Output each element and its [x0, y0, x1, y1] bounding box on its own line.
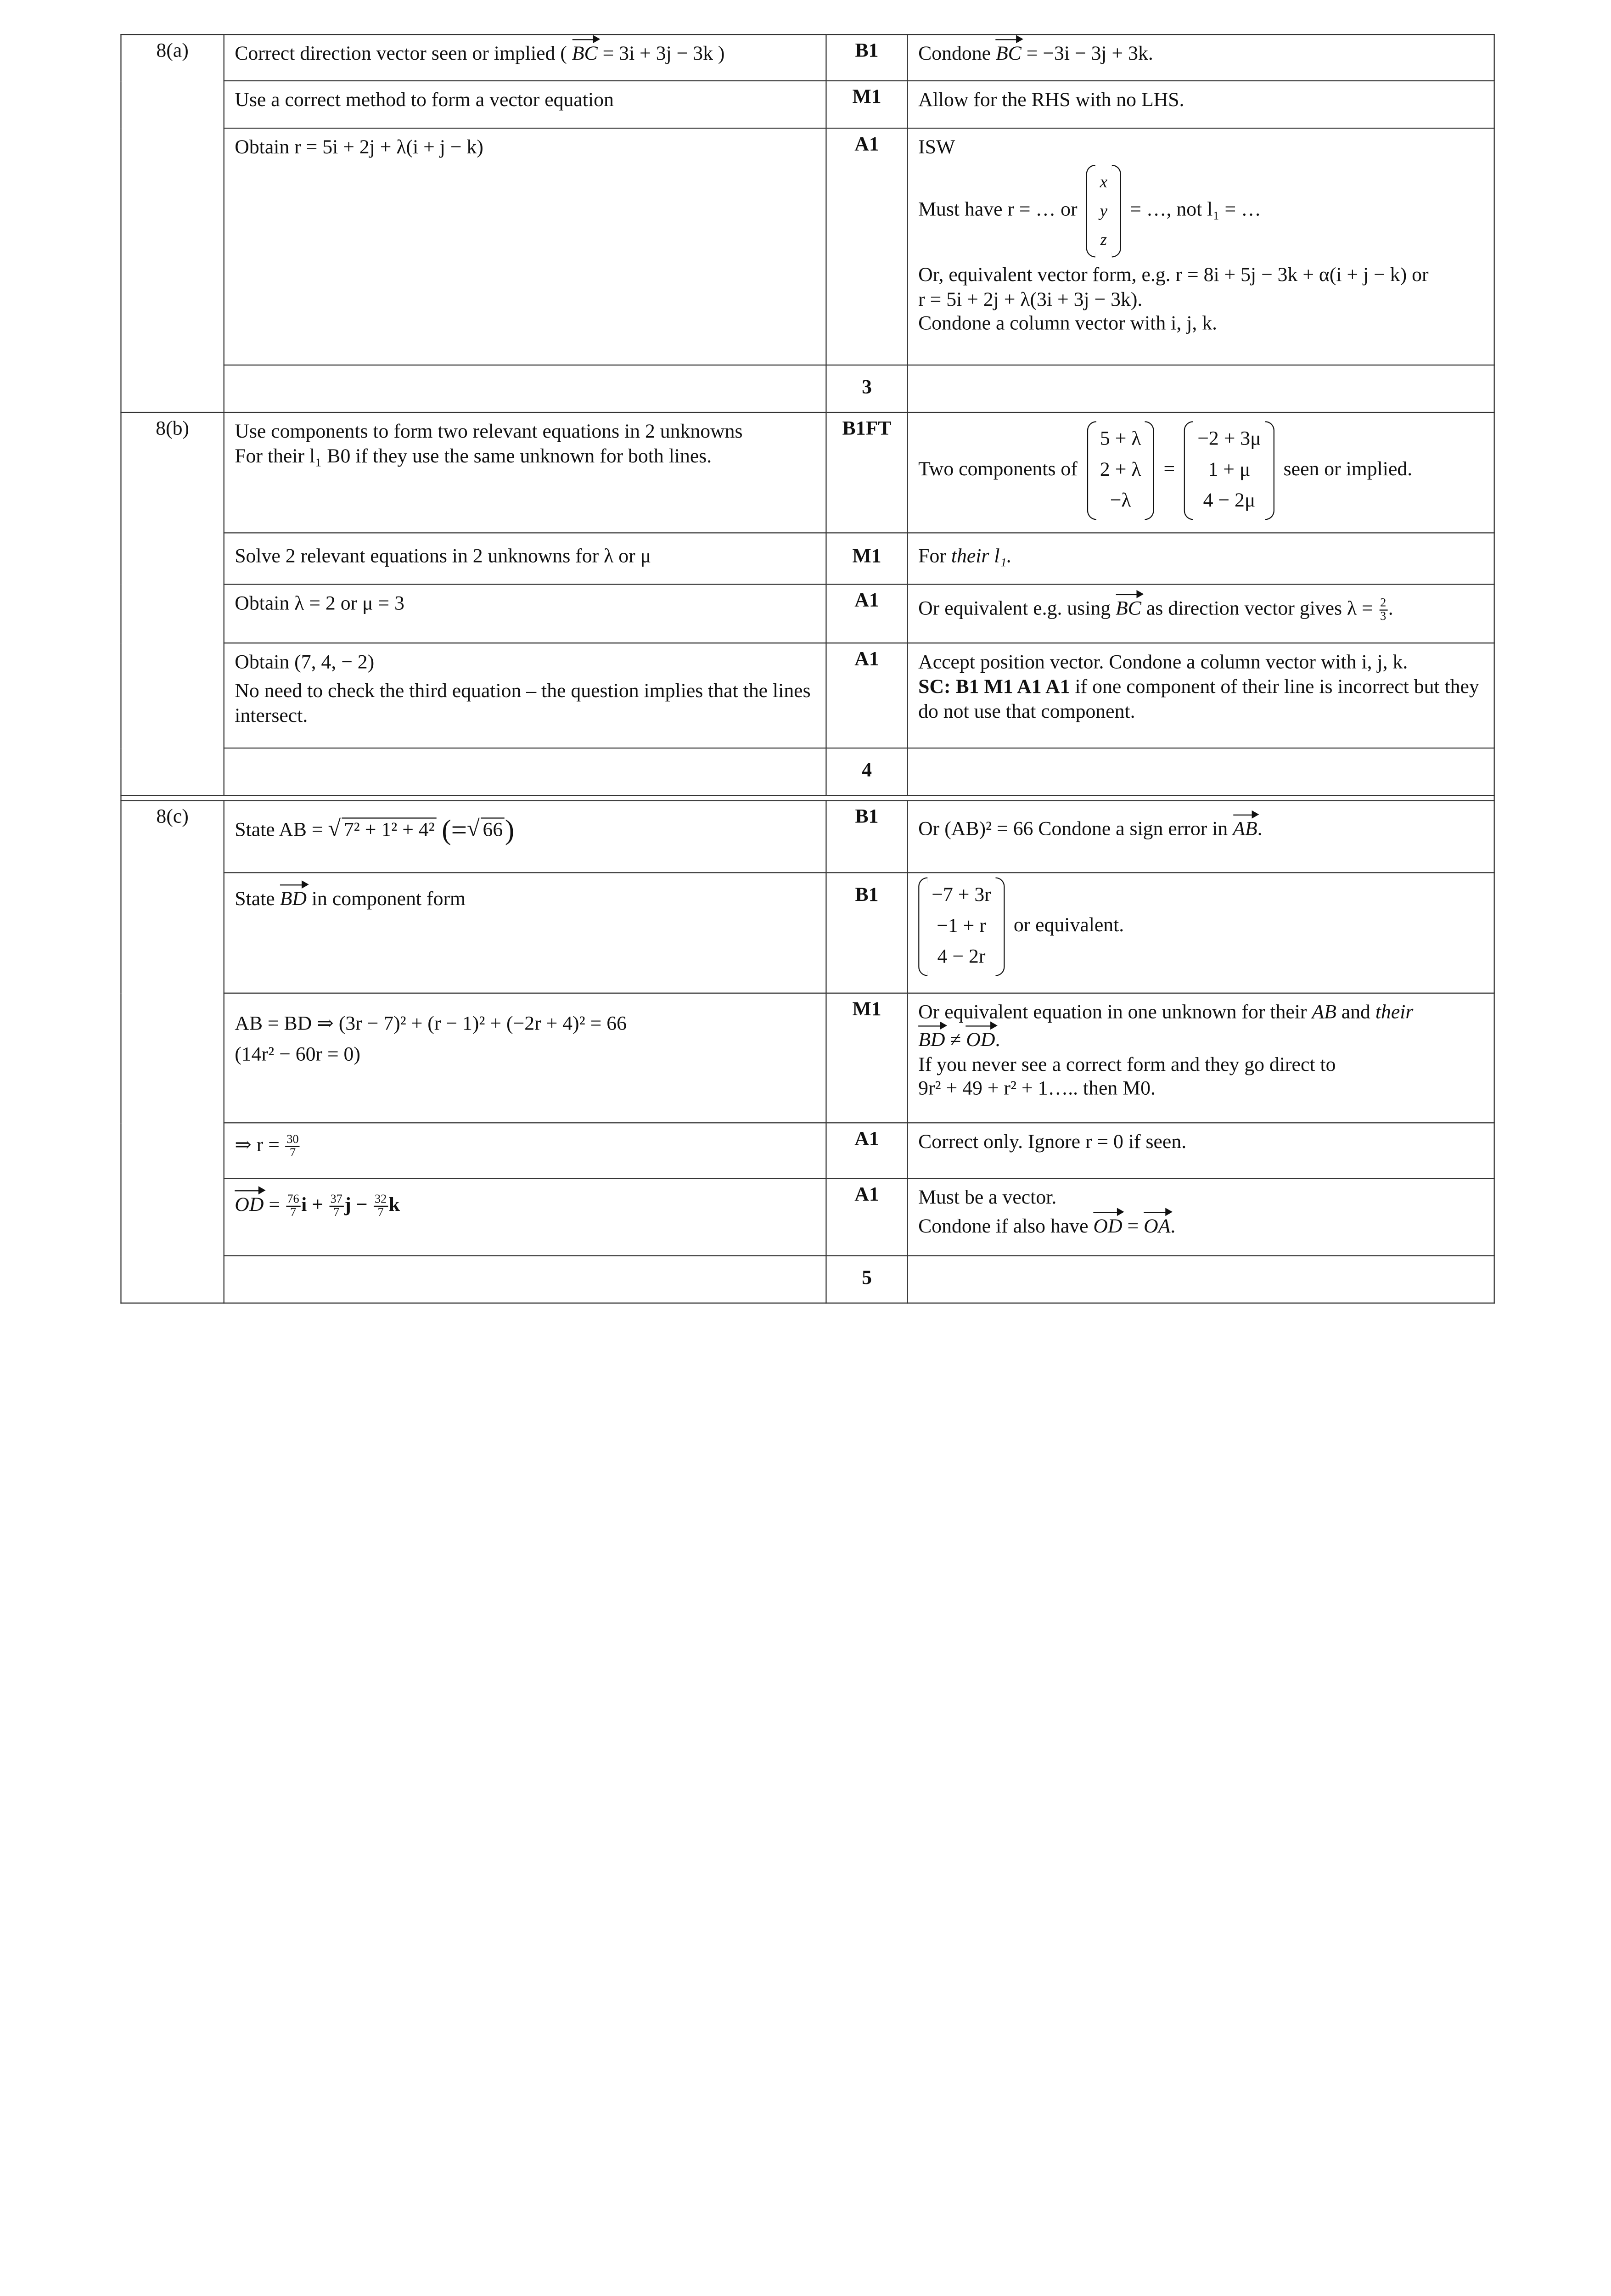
total-marks: 5: [826, 1255, 907, 1303]
answer-cell: Correct direction vector seen or implied ( BC = 3i + 3j − 3k ): [224, 34, 826, 81]
table-row: [121, 872, 1494, 993]
vector-bc: BC: [572, 42, 598, 67]
mark-cell: M1: [826, 993, 907, 1123]
guidance-cell: Two components of 5 + λ 2 + λ −λ = −2 + 3μ 1 + μ 4 − 2μ seen or implied.: [908, 412, 1494, 533]
bd-column-vector: −7 + 3r −1 + r 4 − 2r: [918, 877, 1005, 976]
guidance-cell: Or equivalent e.g. using BC as direction vector gives λ = $\frac{2}{3}$ .: [908, 585, 1494, 643]
answer-cell: State BD in component form: [224, 872, 826, 993]
table-row: [121, 81, 1494, 128]
mark-cell: A1: [826, 585, 907, 643]
answer-cell: Obtain r = 5i + 2j + λ(i + j − k): [224, 128, 826, 365]
mark-cell: M1: [826, 533, 907, 584]
fraction: $\frac{30}{7}$: [286, 1134, 300, 1159]
table-row: [121, 993, 1494, 1123]
lambda-column-vector: 5 + λ 2 + λ −λ: [1087, 421, 1155, 520]
answer-cell: Use a correct method to form a vector equation: [224, 81, 826, 128]
question-label: 8(b): [121, 412, 224, 795]
guidance-cell: Allow for the RHS with no LHS.: [908, 81, 1494, 128]
answer-cell: AB = BD ⇒ (3r − 7)² + (r − 1)² + (−2r + 4)² = 66 (14r² − 60r = 0): [224, 993, 826, 1123]
mark-cell: B1: [826, 800, 907, 872]
total-marks: 3: [826, 365, 907, 412]
table-row: [121, 643, 1494, 748]
guidance-cell: −7 + 3r −1 + r 4 − 2r or equivalent.: [908, 872, 1494, 993]
fraction: $\frac{2}{3}$: [1379, 597, 1387, 623]
answer-cell: OD = $\frac{76}{7}$ i + $\frac{37}{7}$ j − $\frac{32}{7}$ k: [224, 1178, 826, 1255]
mark-cell: B1FT: [826, 412, 907, 533]
table-row: [121, 365, 1494, 412]
answer-cell: Obtain λ = 2 or μ = 3: [224, 585, 826, 643]
table-row: [121, 1123, 1494, 1178]
guidance-cell: Or equivalent equation in one unknown for their AB and their BD ≠ OD. If you never see a correct form and they go direct to 9r² + 49 + r² + 1….. then M0.: [908, 993, 1494, 1123]
mark-cell: M1: [826, 81, 907, 128]
answer-cell: Obtain (7, 4, − 2) No need to check the third equation – the question implies that the lines intersect.: [224, 643, 826, 748]
table-row: [121, 800, 1494, 872]
xyz-column-vector: x y z: [1087, 164, 1121, 257]
guidance-cell: Or (AB)² = 66 Condone a sign error in AB.: [908, 800, 1494, 872]
guidance-cell: Correct only. Ignore r = 0 if seen.: [908, 1123, 1494, 1178]
mark-cell: A1: [826, 643, 907, 748]
answer-cell: Solve 2 relevant equations in 2 unknowns for λ or μ: [224, 533, 826, 584]
table-row: [121, 1178, 1494, 1255]
table-row: [121, 1255, 1494, 1303]
section-divider: [121, 795, 1494, 800]
total-marks: 4: [826, 748, 907, 795]
table-row: [121, 128, 1494, 365]
mark-cell: A1: [826, 1178, 907, 1255]
table-row: [121, 748, 1494, 795]
mark-cell: B1: [826, 34, 907, 81]
mark-cell: A1: [826, 128, 907, 365]
answer-cell: ⇒ r = $\frac{30}{7}$: [224, 1123, 826, 1178]
guidance-cell: Condone BC = −3i − 3j + 3k.: [908, 34, 1494, 81]
table-row: [121, 533, 1494, 584]
guidance-cell: ISW Must have r = … or x y z = …, not l₁ = … Or, equivalent vector form, e.g. r = 8i + 5j − 3k + α(i + j − k) or r = 5i + 2j + λ(3i + 3j − 3k). Condone a column vector with i, j, k.: [908, 128, 1494, 365]
answer-cell: Use components to form two relevant equations in 2 unknowns For their l₁ B0 if they use the same unknown for both lines.: [224, 412, 826, 533]
table-row: [121, 412, 1494, 533]
guidance-cell: Accept position vector. Condone a column vector with i, j, k. SC: B1 M1 A1 A1 if one component of their line is incorrect but they do not use that component.: [908, 643, 1494, 748]
question-label: 8(c): [121, 800, 224, 1303]
table-row: [121, 585, 1494, 643]
question-label: 8(a): [121, 34, 224, 412]
mark-cell: A1: [826, 1123, 907, 1178]
mark-scheme-table: [120, 34, 1494, 1304]
guidance-cell: Must be a vector. Condone if also have OD = OA.: [908, 1178, 1494, 1255]
mark-cell: B1: [826, 872, 907, 993]
guidance-cell: For their l₁.: [908, 533, 1494, 584]
mu-column-vector: −2 + 3μ 1 + μ 4 − 2μ: [1184, 421, 1274, 520]
table-row: [121, 34, 1494, 81]
answer-cell: State AB = √ 7² + 1² + 4² (=√ 66 ): [224, 800, 826, 872]
